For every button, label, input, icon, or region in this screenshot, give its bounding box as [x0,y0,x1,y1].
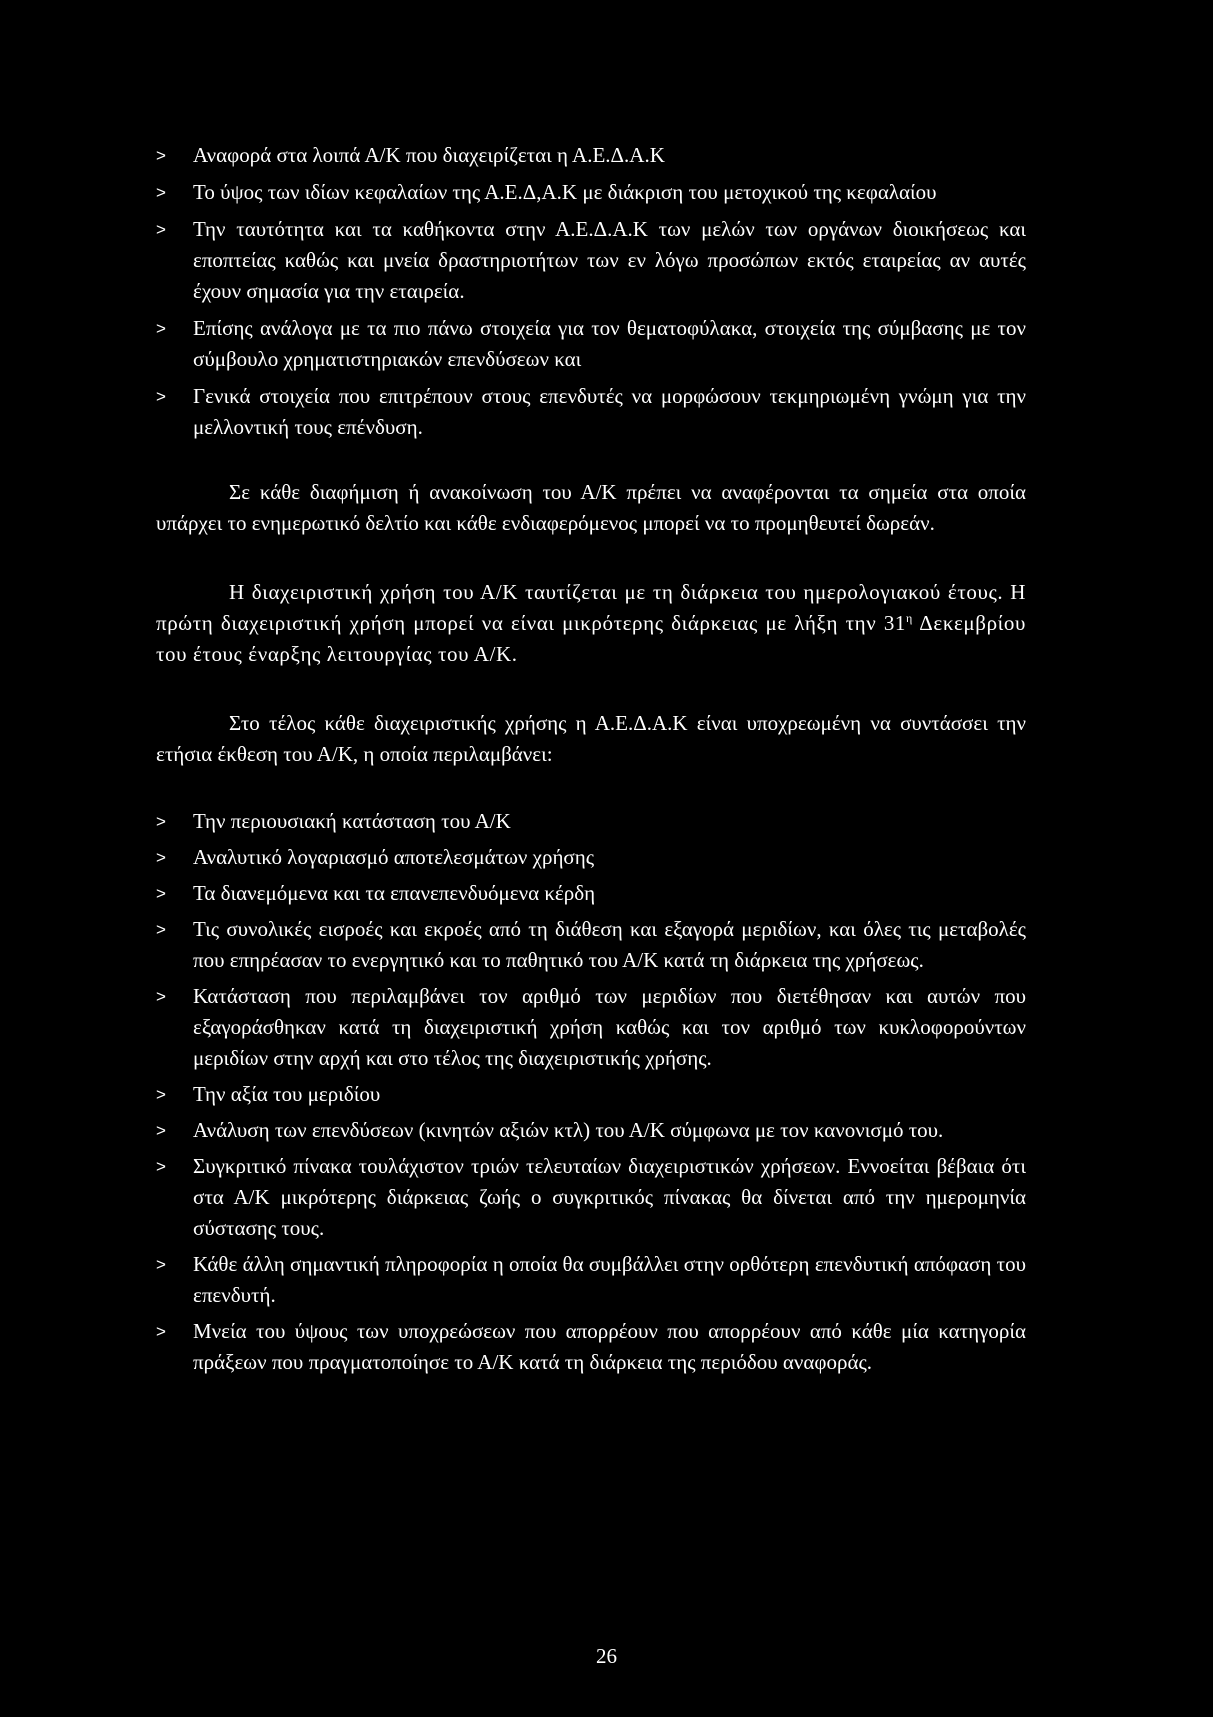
list-item [156,1115,1026,1146]
list-item-text: Αναφορά στα λοιπά Α/Κ που διαχειρίζεται η Α.Ε.Δ.Α.Κ [193,143,665,167]
list-item-text: Κατάσταση που περιλαμβάνει τον αριθμό των μεριδίων που διετέθησαν και αυτών που εξαγοράσθηκαν κατά τη διαχειριστική χρήση καθώς και τον αριθμό των κυκλοφορούντων μεριδίων στην αρχή και στο τέλος της διαχειριστικής χρήσης. [193,984,1026,1070]
fiscal-year-text-end: Δεκεμβρίου του έτους έναρξης λειτουργίας του Α/Κ. [156,611,1026,666]
bullet-marker: > [156,1157,166,1176]
list-item [156,177,1026,208]
list-item-text: Ανάλυση των επενδύσεων (κινητών αξιών κτλ) του Α/Κ σύμφωνα με τον κανονισμό του. [193,1118,944,1142]
bullet-marker: > [156,812,166,831]
page-number: 26 [596,1644,617,1668]
list-item-text: Τις συνολικές εισροές και εκροές από τη διάθεση και εξαγορά μεριδίων, και όλες τις μεταβολές που επηρέασαν το ενεργητικό και το παθητικό του Α/Κ κατά τη διάρκεια της χρήσεως. [193,917,1026,972]
list-item [156,1249,1026,1311]
list-item-text: Κάθε άλλη σημαντική πληροφορία η οποία θα συμβάλλει στην ορθότερη επενδυτική απόφαση του επενδυτή. [193,1252,1026,1307]
bullet-marker: > [156,183,166,202]
bullet-marker: > [156,1085,166,1104]
list-item-text: Την αξία του μεριδίου [193,1082,381,1106]
list-item-text: Αναλυτικό λογαριασμό αποτελεσμάτων χρήσης [193,845,595,869]
list-item [156,140,1026,171]
bullet-marker: > [156,1322,166,1341]
list-item [156,1316,1026,1378]
ordinal-superscript: η [906,611,913,625]
list-item [156,1079,1026,1110]
list-item [156,878,1026,909]
bullet-marker: > [156,1121,166,1140]
list-item-text: Τα διανεμόμενα και τα επανεπενδυόμενα κέρδη [193,881,596,905]
list-item [156,313,1026,375]
bullet-marker: > [156,220,166,239]
bullet-marker: > [156,920,166,939]
list-item [156,981,1026,1074]
list-item [156,806,1026,837]
list-item [156,1151,1026,1244]
list-item [156,914,1026,976]
annual-report-list [156,806,1026,1378]
bullet-marker: > [156,387,166,406]
fiscal-year-paragraph [156,577,1026,670]
top-bullet-list [156,140,1026,443]
bullet-marker: > [156,884,166,903]
fiscal-year-text: Η διαχειριστική χρήση του Α/Κ ταυτίζεται με τη διάρκεια του ημερολογιακού έτους. Η πρώτη διαχειριστική χρήση μπορεί να είναι μικρότερης διάρκειας με λήξη την 31 [156,580,1026,635]
list-item-text: Επίσης ανάλογα με τα πιο πάνω στοιχεία για τον θεματοφύλακα, στοιχεία της σύμβασης με τον σύμβουλο χρηματιστηριακών επενδύσεων και [193,316,1026,371]
list-item-text: Την ταυτότητα και τα καθήκοντα στην Α.Ε.Δ.Α.Κ των μελών των οργάνων διοικήσεως και εποπτείας καθώς και μνεία δραστηριοτήτων των εν λόγω προσώπων εκτός εταιρείας αν αυτές έχουν σημασία για την εταιρεία. [193,217,1026,303]
list-item [156,842,1026,873]
list-item-text: Γενικά στοιχεία που επιτρέπουν στους επενδυτές να μορφώσουν τεκμηριωμένη γνώμη για την μελλοντική τους επένδυση. [193,384,1026,439]
bullet-marker: > [156,987,166,1006]
list-item-text: Την περιουσιακή κατάσταση του Α/Κ [193,809,511,833]
list-item-text: Συγκριτικό πίνακα τουλάχιστον τριών τελευταίων διαχειριστικών χρήσεων. Εννοείται βέβαια ότι στα Α/Κ μικρότερης διάρκειας ζωής ο συγκριτικός πίνακας θα δίνεται από την ημερομηνία σύστασης τους. [193,1154,1026,1240]
bullet-marker: > [156,319,166,338]
list-item [156,214,1026,307]
bullet-marker: > [156,848,166,867]
list-item-text: Μνεία του ύψους των υποχρεώσεων που απορρέουν που απορρέουν από κάθε μία κατηγορία πράξεων που πραγματοποίησε το Α/Κ κατά τη διάρκεια της περιόδου αναφοράς. [193,1319,1026,1374]
bullet-marker: > [156,1255,166,1274]
list-item-text: Το ύψος των ιδίων κεφαλαίων της Α.Ε.Δ,Α.Κ με διάκριση του μετοχικού της κεφαλαίου [193,180,937,204]
advertising-paragraph: Σε κάθε διαφήμιση ή ανακοίνωση του Α/Κ πρέπει να αναφέρονται τα σημεία στα οποία υπάρχει το ενημερωτικό δελτίο και κάθε ενδιαφερόμενος μπορεί να το προμηθευτεί δωρεάν. [156,480,1026,535]
annual-report-paragraph: Στο τέλος κάθε διαχειριστικής χρήσης η Α.Ε.Δ.Α.Κ είναι υποχρεωμένη να συντάσσει την ετήσια έκθεση του Α/Κ, η οποία περιλαμβάνει: [156,711,1026,766]
list-item [156,381,1026,443]
page-content [156,140,1026,1383]
bullet-marker: > [156,146,166,165]
